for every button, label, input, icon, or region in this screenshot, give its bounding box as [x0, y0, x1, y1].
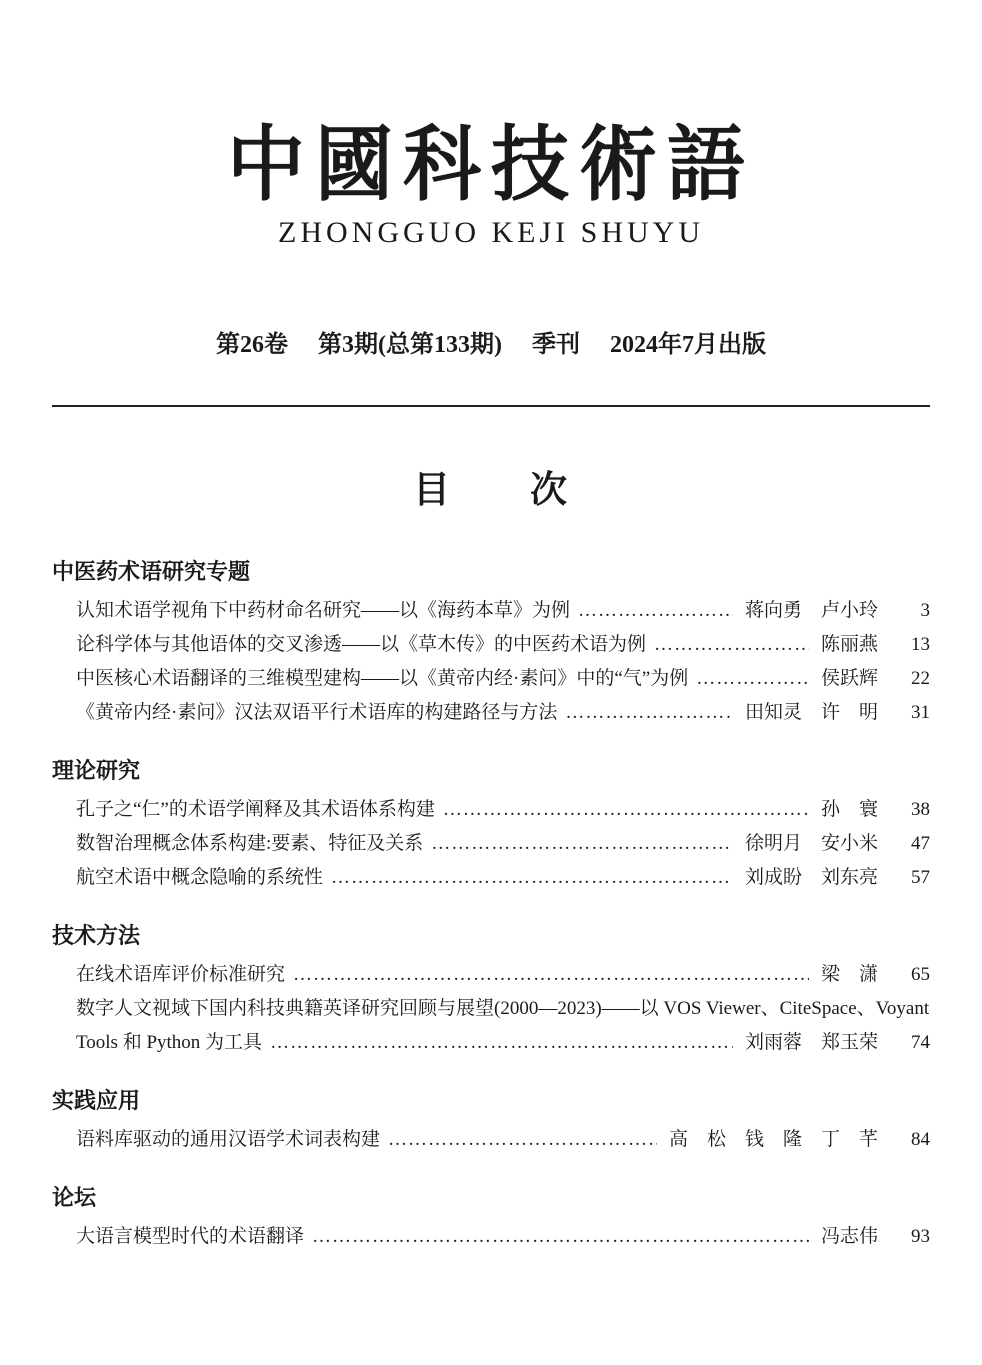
- article-page-number: 57: [911, 866, 930, 888]
- toc-section: [52, 919, 930, 1060]
- article-authors: 孙 寰: [820, 798, 878, 820]
- masthead: [52, 116, 930, 359]
- dot-leader: [565, 696, 733, 730]
- article-page-number: 38: [911, 798, 930, 820]
- section-heading: 技术方法: [52, 922, 141, 948]
- article-page-number: 93: [911, 1225, 930, 1247]
- toc-section: [52, 555, 930, 730]
- toc-entry: [52, 628, 930, 662]
- toc-entry-row: [76, 628, 930, 662]
- dot-leader: [431, 827, 733, 861]
- article-authors: 陈丽燕: [820, 633, 878, 655]
- toc-entry-row: [76, 594, 930, 628]
- article-title: 认知术语学视角下中药材命名研究——以《海药本草》为例: [76, 599, 571, 621]
- dot-leader: [331, 861, 733, 895]
- article-page-number: 84: [911, 1128, 930, 1150]
- toc-entry: [52, 662, 930, 696]
- article-authors: 高 松 钱 隆 丁 芊: [668, 1128, 878, 1150]
- article-title: 航空术语中概念隐喻的系统性: [76, 866, 324, 888]
- toc-section: [52, 1181, 930, 1254]
- article-page-number: 74: [911, 1031, 930, 1053]
- toc-entry-row: [76, 793, 930, 827]
- toc-entry-row: [76, 861, 930, 895]
- issue-frequency: 季刊: [531, 331, 580, 358]
- toc-entry: [52, 594, 930, 628]
- toc-entry-row: [76, 1123, 930, 1157]
- article-page-number: 13: [911, 633, 930, 655]
- article-authors: 冯志伟: [820, 1225, 878, 1247]
- toc-entry: [52, 1123, 930, 1157]
- toc-entry: [52, 1220, 930, 1254]
- dot-leader: [578, 594, 733, 628]
- issue-info-line: [52, 324, 930, 359]
- toc-heading: 目 次: [413, 468, 569, 510]
- article-page-number: 22: [911, 667, 930, 689]
- toc-entry: [52, 992, 930, 1060]
- toc-entry-row: [76, 827, 930, 861]
- journal-title-pinyin: ZHONGGUO KEJI SHUYU: [278, 215, 704, 249]
- article-page-number: 65: [911, 963, 930, 985]
- toc-section: [52, 754, 930, 895]
- toc-entry-row: [76, 1026, 930, 1060]
- article-title: Tools 和 Python 为工具: [76, 1031, 263, 1053]
- article-authors: 刘成盼 刘东亮: [744, 866, 878, 888]
- article-authors: 蒋向勇 卢小玲: [744, 599, 878, 621]
- dot-leader: [388, 1123, 657, 1157]
- divider-rule: [52, 405, 930, 407]
- toc-entry-row: [76, 1220, 930, 1254]
- dot-leader: [654, 628, 809, 662]
- journal-title-calligraphy: 中國科技術語: [226, 116, 755, 213]
- dot-leader: [293, 958, 809, 992]
- article-title: 在线术语库评价标准研究: [76, 963, 286, 985]
- section-heading: 实践应用: [52, 1087, 141, 1113]
- article-authors: 刘雨蓉 郑玉荣: [744, 1031, 878, 1053]
- issue-volume: 第26卷: [216, 331, 288, 358]
- article-authors: 田知灵 许 明: [744, 701, 878, 723]
- dot-leader: [443, 793, 809, 827]
- issue-number: 第3期(总第133期): [318, 331, 502, 358]
- toc-entry-row: [76, 662, 930, 696]
- toc-entry: [52, 861, 930, 895]
- article-title: 孔子之“仁”的术语学阐释及其术语体系构建: [76, 798, 435, 820]
- toc-entry-row: [76, 958, 930, 992]
- article-page-number: 3: [920, 599, 930, 621]
- toc-entry: [52, 827, 930, 861]
- toc-entry: [52, 793, 930, 827]
- toc-entry-row: [76, 696, 930, 730]
- section-heading: 论坛: [52, 1184, 97, 1210]
- article-title: 语料库驱动的通用汉语学术词表构建: [76, 1128, 381, 1150]
- article-title: 《黄帝内经·素问》汉法双语平行术语库的构建路径与方法: [76, 701, 558, 723]
- article-title: 数智治理概念体系构建:要素、特征及关系: [76, 832, 424, 854]
- dot-leader: [696, 662, 809, 696]
- article-title: 大语言模型时代的术语翻译: [76, 1225, 305, 1247]
- toc-entry: [52, 958, 930, 992]
- toc-entry: [52, 696, 930, 730]
- article-title-line: 数字人文视域下国内科技典籍英译研究回顾与展望(2000—2023)——以 VOS Viewer、CiteSpace、Voyant: [76, 997, 930, 1019]
- dot-leader: [312, 1220, 809, 1254]
- article-title: 中医核心术语翻译的三维模型建构——以《黄帝内经·素问》中的“气”为例: [76, 667, 689, 689]
- article-authors: 侯跃辉: [820, 667, 878, 689]
- section-heading: 中医药术语研究专题: [52, 558, 251, 584]
- issue-publish-date: 2024年7月出版: [609, 331, 766, 358]
- article-title: 论科学体与其他语体的交叉渗透——以《草木传》的中医药术语为例: [76, 633, 647, 655]
- article-page-number: 47: [911, 832, 930, 854]
- article-authors: 梁 潇: [820, 963, 878, 985]
- section-heading: 理论研究: [52, 757, 141, 783]
- toc-section: [52, 1084, 930, 1157]
- dot-leader: [270, 1026, 733, 1060]
- article-page-number: 31: [911, 701, 930, 723]
- toc-list: [52, 555, 930, 1254]
- article-authors: 徐明月 安小米: [744, 832, 878, 854]
